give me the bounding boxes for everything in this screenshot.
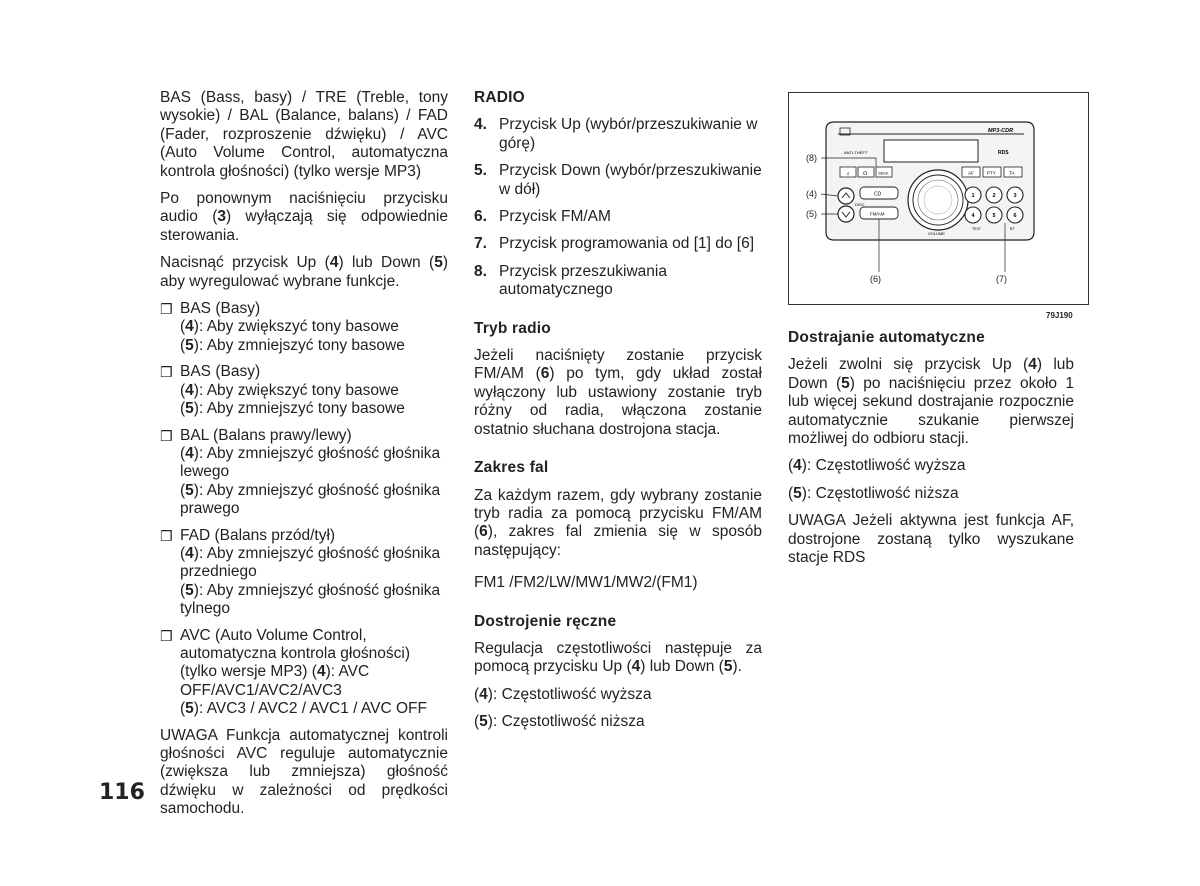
checkbox-icon: ❒ (160, 427, 173, 444)
af-label: AF (968, 170, 974, 176)
option-title: BAS (Basy) (180, 300, 261, 318)
page-number: 116 (99, 780, 145, 805)
heading-dostrajanie-automatyczne: Dostrajanie automatyczne (788, 329, 985, 346)
freq-up-text: (4): Częstotliwość wyższa (474, 685, 652, 703)
intro-paragraph: BAS (Bass, basy) / TRE (Treble, tony wysokie) / BAL (Balance, balans) / FAD (Fader, rozproszenie dźwięku) / AVC (Auto Volume Control, automatyczna kontrola głośności) (tylko wersje MP3) (160, 89, 448, 180)
heading-dostrojenie-reczne: Dostrojenie ręczne (474, 612, 617, 630)
checkbox-icon: ❒ (160, 364, 173, 381)
list-item: 4. Przycisk Up (wybór/przeszukiwanie w górę) (474, 116, 758, 152)
adjust-paragraph: Nacisnąć przycisk Up (4) lub Down (5) aby wyregulować wybrane funkcje. (160, 254, 449, 290)
column-left (160, 89, 448, 828)
up-button-4 (838, 188, 854, 204)
audio-off-paragraph: Po ponownym naciśnięciu przycisku audio (3) wyłączają się odpowiednie sterowania. (160, 190, 448, 244)
freq-up-text: (4): Częstotliwość wyższa (788, 457, 966, 475)
svg-text:5: 5 (992, 213, 996, 219)
svg-text:2: 2 (992, 193, 996, 199)
volume-label: VOLUME (928, 231, 945, 236)
option-bal: ❒ BAL (Balans prawy/lewy) (4): Aby zmniejszyć głośność głośnika lewego (5): Aby zmniejszyć głośność głośnika prawego (160, 426, 441, 518)
list-item: 8. Przycisk przeszukiwania automatycznego (474, 262, 667, 299)
svg-text:♫: ♫ (846, 171, 850, 177)
checkbox-icon: ❒ (160, 301, 173, 318)
heading-tryb-radio: Tryb radio (474, 319, 551, 337)
figure-code: 79J190 (1046, 311, 1073, 320)
mp3-label: MP3-CDR (988, 128, 1014, 134)
freq-down-text: (5): Częstotliwość niższa (788, 484, 959, 502)
option-title: FAD (Balans przód/tył) (180, 526, 336, 544)
heading-radio: RADIO (474, 89, 525, 106)
radio-panel-figure (788, 92, 1089, 306)
rds-label: RDS (998, 150, 1009, 156)
svg-text:3: 3 (1013, 193, 1017, 199)
option-title: AVC (Auto Volume Control, automatyczna kontrola głośności) (tylko wersje MP3) (4): AVC OFF/AVC1/AVC2/AVC3 (180, 626, 411, 699)
heading-zakres-fal: Zakres fal (474, 459, 549, 477)
bt-label: BT (1010, 227, 1015, 231)
list-item: 5. Przycisk Down (wybór/przeszukiwanie w dół) (474, 162, 762, 198)
seek-label: SEEK (878, 170, 889, 176)
checkbox-icon: ❒ (160, 527, 173, 544)
checkbox-icon: ❒ (160, 627, 173, 644)
column-right (788, 329, 1074, 576)
callout-7: (7) (996, 274, 1007, 284)
option-title: BAL (Balans prawy/lewy) (180, 426, 352, 444)
option-bas-2: ❒ BAS (Basy) (4): Aby zwiększyć tony basowe (5): Aby zmniejszyć tony basowe (160, 363, 405, 418)
svg-text:☊: ☊ (863, 171, 868, 177)
antitheft-label: ANTI-THEFT (844, 150, 868, 155)
freq-down-text: (5): Częstotliwość niższa (474, 713, 645, 731)
option-avc: ❒ AVC (Auto Volume Control, automatyczna kontrola głośności) (tylko wersje MP3) (4): AVC OFF/AVC1/AVC2/AVC3 (5): AVC3 / AVC2 / AVC1 / AVC OFF (160, 627, 448, 719)
auto-paragraph: Jeżeli zwolni się przycisk Up (4) lub Down (5) po naciśnięciu przez około 1 lub więcej sekund dostrajanie rozpocznie automatycznie szukanie pierwszej możliwej do odbioru stacji. (788, 356, 1075, 448)
svg-text:6: 6 (1013, 213, 1017, 219)
zakres-paragraph: Za każdym razem, gdy wybrany zostanie tryb radia za pomocą przycisku FM/AM (6), zakres fal zmienia się w sposób następujący: (474, 486, 762, 559)
svg-text:1: 1 (971, 193, 975, 199)
cd-label: CD (874, 191, 882, 198)
bands-text: FM1 /FM2/LW/MW1/MW2/(FM1) (474, 574, 698, 592)
option-title: BAS (Basy) (180, 363, 261, 381)
list-item: 7. Przycisk programowania od [1] do [6] (474, 235, 755, 253)
pty-label: PTY (987, 170, 996, 176)
callout-6: (6) (870, 274, 881, 284)
avc-note: UWAGA Funkcja automatycznej kontroli głośności AVC reguluje automatycznie (zwiększa lub zmniejsza) głośność dźwięku w zależności od prędkości samochodu. (160, 726, 448, 818)
ta-label: TA (1009, 170, 1015, 176)
option-fad: ❒ FAD (Balans przód/tył) (4): Aby zmniejszyć głośność głośnika przedniego (5): Aby zmniejszyć głośność głośnika tylnego (160, 526, 441, 618)
reczne-paragraph: Regulacja częstotliwości następuje za pomocą przycisku Up (4) lub Down (5). (474, 639, 762, 676)
tryb-paragraph: Jeżeli naciśnięty zostanie przycisk FM/AM (6) po tym, gdy układ został wyłączony lub ustawiony zostanie tryb różny od radia, włączona zostanie ostatnio słuchana dostrojona stacja. (474, 347, 763, 438)
callout-4: (4) (806, 189, 817, 199)
disc-label: DISC (855, 202, 865, 207)
list-item: 6. Przycisk FM/AM (474, 208, 611, 226)
callout-8: (8) (806, 153, 817, 163)
down-button-5 (838, 206, 854, 222)
option-bas-1: ❒ BAS (Basy) (4): Aby zwiększyć tony basowe (5): Aby zmniejszyć tony basowe (160, 300, 405, 354)
af-note: UWAGA Jeżeli aktywna jest funkcja AF, dostrojone zostaną tylko wyszukane stacje RDS (788, 512, 1074, 567)
callout-5: (5) (806, 209, 817, 219)
text-label: TEXT (972, 227, 981, 231)
fmam-label: FM/AM (870, 211, 885, 217)
svg-text:4: 4 (971, 213, 975, 219)
column-middle (474, 89, 762, 741)
